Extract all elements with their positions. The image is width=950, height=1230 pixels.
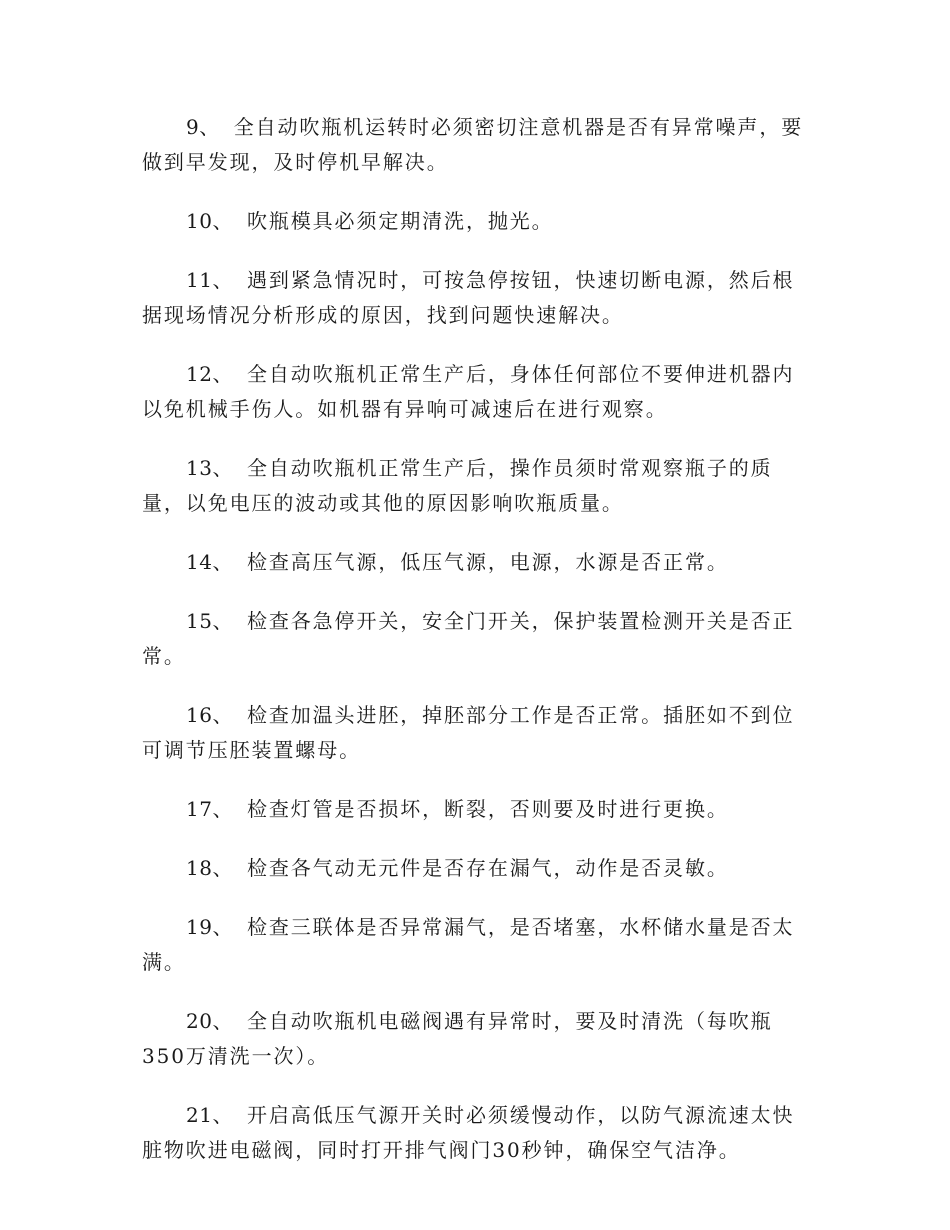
list-item xyxy=(142,451,810,521)
item-text: 遇到紧急情况时，可按急停按钮，快速切断电源，然后根据现场情况分析形成的原因，找到问题快速解决。 xyxy=(142,268,795,327)
item-text: 检查各急停开关，安全门开关，保护装置检测开关是否正常。 xyxy=(142,609,795,668)
item-number: 21、 xyxy=(186,1103,233,1127)
item-number: 12、 xyxy=(186,362,233,386)
list-item xyxy=(142,1004,810,1074)
document-body xyxy=(142,110,810,1192)
item-number: 18、 xyxy=(186,856,233,880)
list-item xyxy=(142,204,810,239)
list-item xyxy=(142,851,810,886)
item-text: 检查加温头进胚，掉胚部分工作是否正常。插胚如不到位可调节压胚装置螺母。 xyxy=(142,703,795,762)
item-text: 检查灯管是否损坏，断裂，否则要及时进行更换。 xyxy=(246,797,729,821)
list-item xyxy=(142,1098,810,1168)
item-number: 17、 xyxy=(186,797,233,821)
list-item xyxy=(142,792,810,827)
item-text: 开启高低压气源开关时必须缓慢动作，以防气源流速太快脏物吹进电磁阀，同时打开排气阀门30秒钟，确保空气洁净。 xyxy=(142,1103,795,1162)
list-item xyxy=(142,698,810,768)
item-text: 全自动吹瓶机电磁阀遇有异常时，要及时清洗（每吹瓶350万清洗一次）。 xyxy=(142,1009,773,1068)
item-text: 全自动吹瓶机运转时必须密切注意机器是否有异常噪声，要做到早发现，及时停机早解决。 xyxy=(142,115,804,174)
item-text: 检查高压气源，低压气源，电源，水源是否正常。 xyxy=(246,550,729,574)
item-number: 10、 xyxy=(186,209,233,233)
list-item xyxy=(142,910,810,980)
item-text: 检查三联体是否异常漏气，是否堵塞，水杯储水量是否太满。 xyxy=(142,915,795,974)
item-number: 14、 xyxy=(186,550,233,574)
list-item xyxy=(142,110,810,180)
list-item xyxy=(142,545,810,580)
item-number: 9、 xyxy=(186,115,220,139)
list-item xyxy=(142,604,810,674)
item-number: 15、 xyxy=(186,609,233,633)
item-number: 11、 xyxy=(186,268,233,292)
item-number: 16、 xyxy=(186,703,233,727)
item-text: 全自动吹瓶机正常生产后，操作员须时常观察瓶子的质量，以免电压的波动或其他的原因影响吹瓶质量。 xyxy=(142,456,773,515)
item-text: 吹瓶模具必须定期清洗，抛光。 xyxy=(246,209,554,233)
item-number: 20、 xyxy=(186,1009,233,1033)
item-number: 19、 xyxy=(186,915,233,939)
item-number: 13、 xyxy=(186,456,233,480)
list-item xyxy=(142,357,810,427)
item-text: 检查各气动无元件是否存在漏气，动作是否灵敏。 xyxy=(246,856,729,880)
list-item xyxy=(142,263,810,333)
item-text: 全自动吹瓶机正常生产后，身体任何部位不要伸进机器内以免机械手伤人。如机器有异响可减速后在进行观察。 xyxy=(142,362,795,421)
